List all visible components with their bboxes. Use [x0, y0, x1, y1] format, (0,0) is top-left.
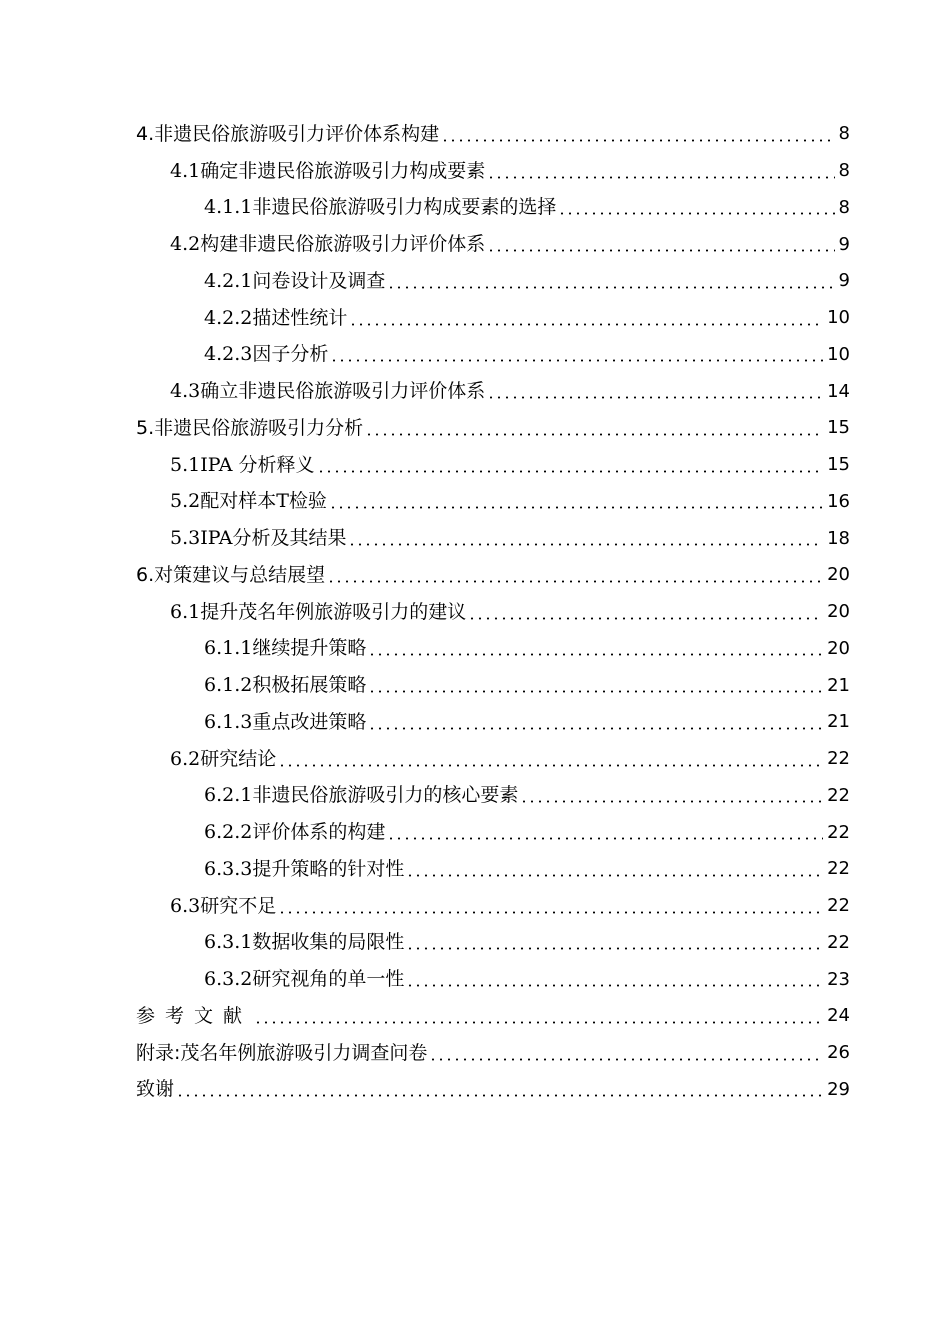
toc-entry-title: 4.1.1非遗民俗旅游吸引力构成要素的选择: [204, 196, 557, 219]
dot-leader: [330, 359, 823, 362]
toc-entry-title: 4.2.2描述性统计: [204, 306, 348, 329]
toc-entry-title: 6.3研究不足: [170, 894, 277, 917]
toc-entry-page: 8: [838, 123, 850, 145]
toc-entry-page: 14: [827, 380, 850, 402]
toc-entry-section-5-2[interactable]: [0, 484, 950, 521]
toc-entry-subsection-6-2-2[interactable]: [0, 814, 950, 851]
toc-entry-title: 附录:茂名年例旅游吸引力调查问卷: [136, 1041, 428, 1064]
toc-entry-page: 29: [827, 1078, 850, 1100]
toc-entry-title: 参考文献: [136, 1004, 253, 1027]
dot-leader: [468, 617, 823, 620]
toc-entry-subsection-6-3-2[interactable]: [0, 961, 950, 998]
dot-leader: [278, 764, 823, 767]
dot-leader: [327, 580, 823, 583]
toc-entry-section-6-2[interactable]: [0, 741, 950, 778]
toc-entry-title: 6.1.1继续提升策略: [204, 637, 367, 660]
dot-leader: [558, 212, 834, 215]
toc-entry-page: 8: [838, 196, 850, 218]
toc-entry-page: 20: [827, 601, 850, 623]
toc-entry-section-6-3[interactable]: [0, 888, 950, 925]
toc-entry-section-5-3[interactable]: [0, 520, 950, 557]
toc-entry-subsection-6-3-1[interactable]: [0, 925, 950, 962]
toc-entry-title: 6.2研究结论: [170, 747, 277, 770]
toc-entry-title: 4.2构建非遗民俗旅游吸引力评价体系: [170, 233, 486, 256]
dot-leader: [387, 837, 823, 840]
toc-entry-page: 9: [838, 270, 850, 292]
toc-entry-page: 21: [827, 674, 850, 696]
toc-entry-title: 5.1IPA 分析释义: [170, 453, 315, 476]
toc-entry-page: 8: [838, 160, 850, 182]
dot-leader: [520, 800, 823, 803]
table-of-contents: [0, 116, 950, 1108]
toc-entry-page: 10: [827, 343, 850, 365]
toc-entry-title: 6.1.3重点改进策略: [204, 710, 367, 733]
toc-entry-title: 4.非遗民俗旅游吸引力评价体系构建: [136, 122, 440, 145]
toc-entry-subsection-4-2-2[interactable]: [0, 300, 950, 337]
toc-entry-title: 5.非遗民俗旅游吸引力分析: [136, 416, 364, 439]
dot-leader: [368, 653, 823, 656]
toc-entry-references[interactable]: [0, 998, 950, 1035]
toc-entry-subsection-6-3-3[interactable]: [0, 851, 950, 888]
toc-entry-title: 6.3.1数据收集的局限性: [204, 931, 405, 954]
toc-entry-page: 10: [827, 307, 850, 329]
toc-entry-subsection-4-2-3[interactable]: [0, 337, 950, 374]
dot-leader: [278, 911, 823, 914]
dot-leader: [348, 543, 823, 546]
dot-leader: [329, 506, 823, 509]
toc-entry-title: 5.3IPA分析及其结果: [170, 527, 347, 550]
dot-leader: [487, 249, 834, 252]
toc-entry-page: 22: [827, 931, 850, 953]
dot-leader: [487, 176, 834, 179]
toc-entry-page: 23: [827, 968, 850, 990]
toc-entry-title: 6.2.1非遗民俗旅游吸引力的核心要素: [204, 784, 519, 807]
toc-entry-page: 22: [827, 821, 850, 843]
toc-entry-title: 6.3.2研究视角的单一性: [204, 968, 405, 991]
toc-entry-page: 26: [827, 1042, 850, 1064]
dot-leader: [441, 139, 834, 142]
toc-entry-chapter-4[interactable]: [0, 116, 950, 153]
toc-entry-page: 22: [827, 858, 850, 880]
dot-leader: [368, 727, 823, 730]
dot-leader: [254, 1021, 823, 1024]
toc-entry-appendix[interactable]: [0, 1035, 950, 1072]
dot-leader: [406, 874, 823, 877]
toc-entry-page: 16: [827, 490, 850, 512]
toc-entry-acknowledgements[interactable]: [0, 1072, 950, 1109]
toc-entry-title: 6.3.3提升策略的针对性: [204, 857, 405, 880]
toc-entry-page: 20: [827, 564, 850, 586]
toc-entry-section-6-1[interactable]: [0, 594, 950, 631]
dot-leader: [429, 1058, 823, 1061]
toc-entry-title: 4.3确立非遗民俗旅游吸引力评价体系: [170, 380, 486, 403]
toc-entry-title: 6.对策建议与总结展望: [136, 563, 326, 586]
toc-entry-page: 24: [827, 1005, 850, 1027]
toc-entry-section-4-1[interactable]: [0, 153, 950, 190]
toc-entry-page: 18: [827, 527, 850, 549]
toc-entry-page: 20: [827, 637, 850, 659]
dot-leader: [317, 470, 824, 473]
toc-entry-subsection-6-1-2[interactable]: [0, 667, 950, 704]
toc-entry-section-5-1[interactable]: [0, 447, 950, 484]
toc-entry-title: 4.2.3因子分析: [204, 343, 329, 366]
toc-entry-subsection-6-2-1[interactable]: [0, 778, 950, 815]
toc-entry-page: 22: [827, 748, 850, 770]
dot-leader: [387, 286, 834, 289]
dot-leader: [406, 947, 823, 950]
toc-entry-subsection-6-1-1[interactable]: [0, 631, 950, 668]
toc-entry-title: 致谢: [136, 1078, 175, 1101]
toc-entry-section-4-3[interactable]: [0, 373, 950, 410]
dot-leader: [365, 433, 823, 436]
toc-entry-title: 6.1提升茂名年例旅游吸引力的建议: [170, 600, 467, 623]
dot-leader: [349, 323, 823, 326]
toc-entry-subsection-4-2-1[interactable]: [0, 263, 950, 300]
toc-entry-title: 4.2.1问卷设计及调查: [204, 269, 386, 292]
toc-entry-chapter-6[interactable]: [0, 557, 950, 594]
toc-entry-title: 5.2配对样本T检验: [170, 490, 327, 513]
toc-entry-page: 15: [827, 417, 850, 439]
dot-leader: [487, 396, 823, 399]
toc-entry-section-4-2[interactable]: [0, 226, 950, 263]
toc-entry-page: 15: [827, 454, 850, 476]
toc-entry-page: 22: [827, 895, 850, 917]
dot-leader: [406, 984, 823, 987]
toc-entry-page: 21: [827, 711, 850, 733]
toc-entry-title: 6.1.2积极拓展策略: [204, 674, 367, 697]
dot-leader: [176, 1094, 823, 1097]
toc-entry-title: 6.2.2评价体系的构建: [204, 821, 386, 844]
dot-leader: [368, 690, 823, 693]
toc-entry-page: 9: [838, 233, 850, 255]
toc-entry-page: 22: [827, 784, 850, 806]
toc-entry-subsection-4-1-1[interactable]: [0, 190, 950, 227]
toc-entry-chapter-5[interactable]: [0, 410, 950, 447]
toc-entry-title: 4.1确定非遗民俗旅游吸引力构成要素: [170, 159, 486, 182]
toc-entry-subsection-6-1-3[interactable]: [0, 704, 950, 741]
